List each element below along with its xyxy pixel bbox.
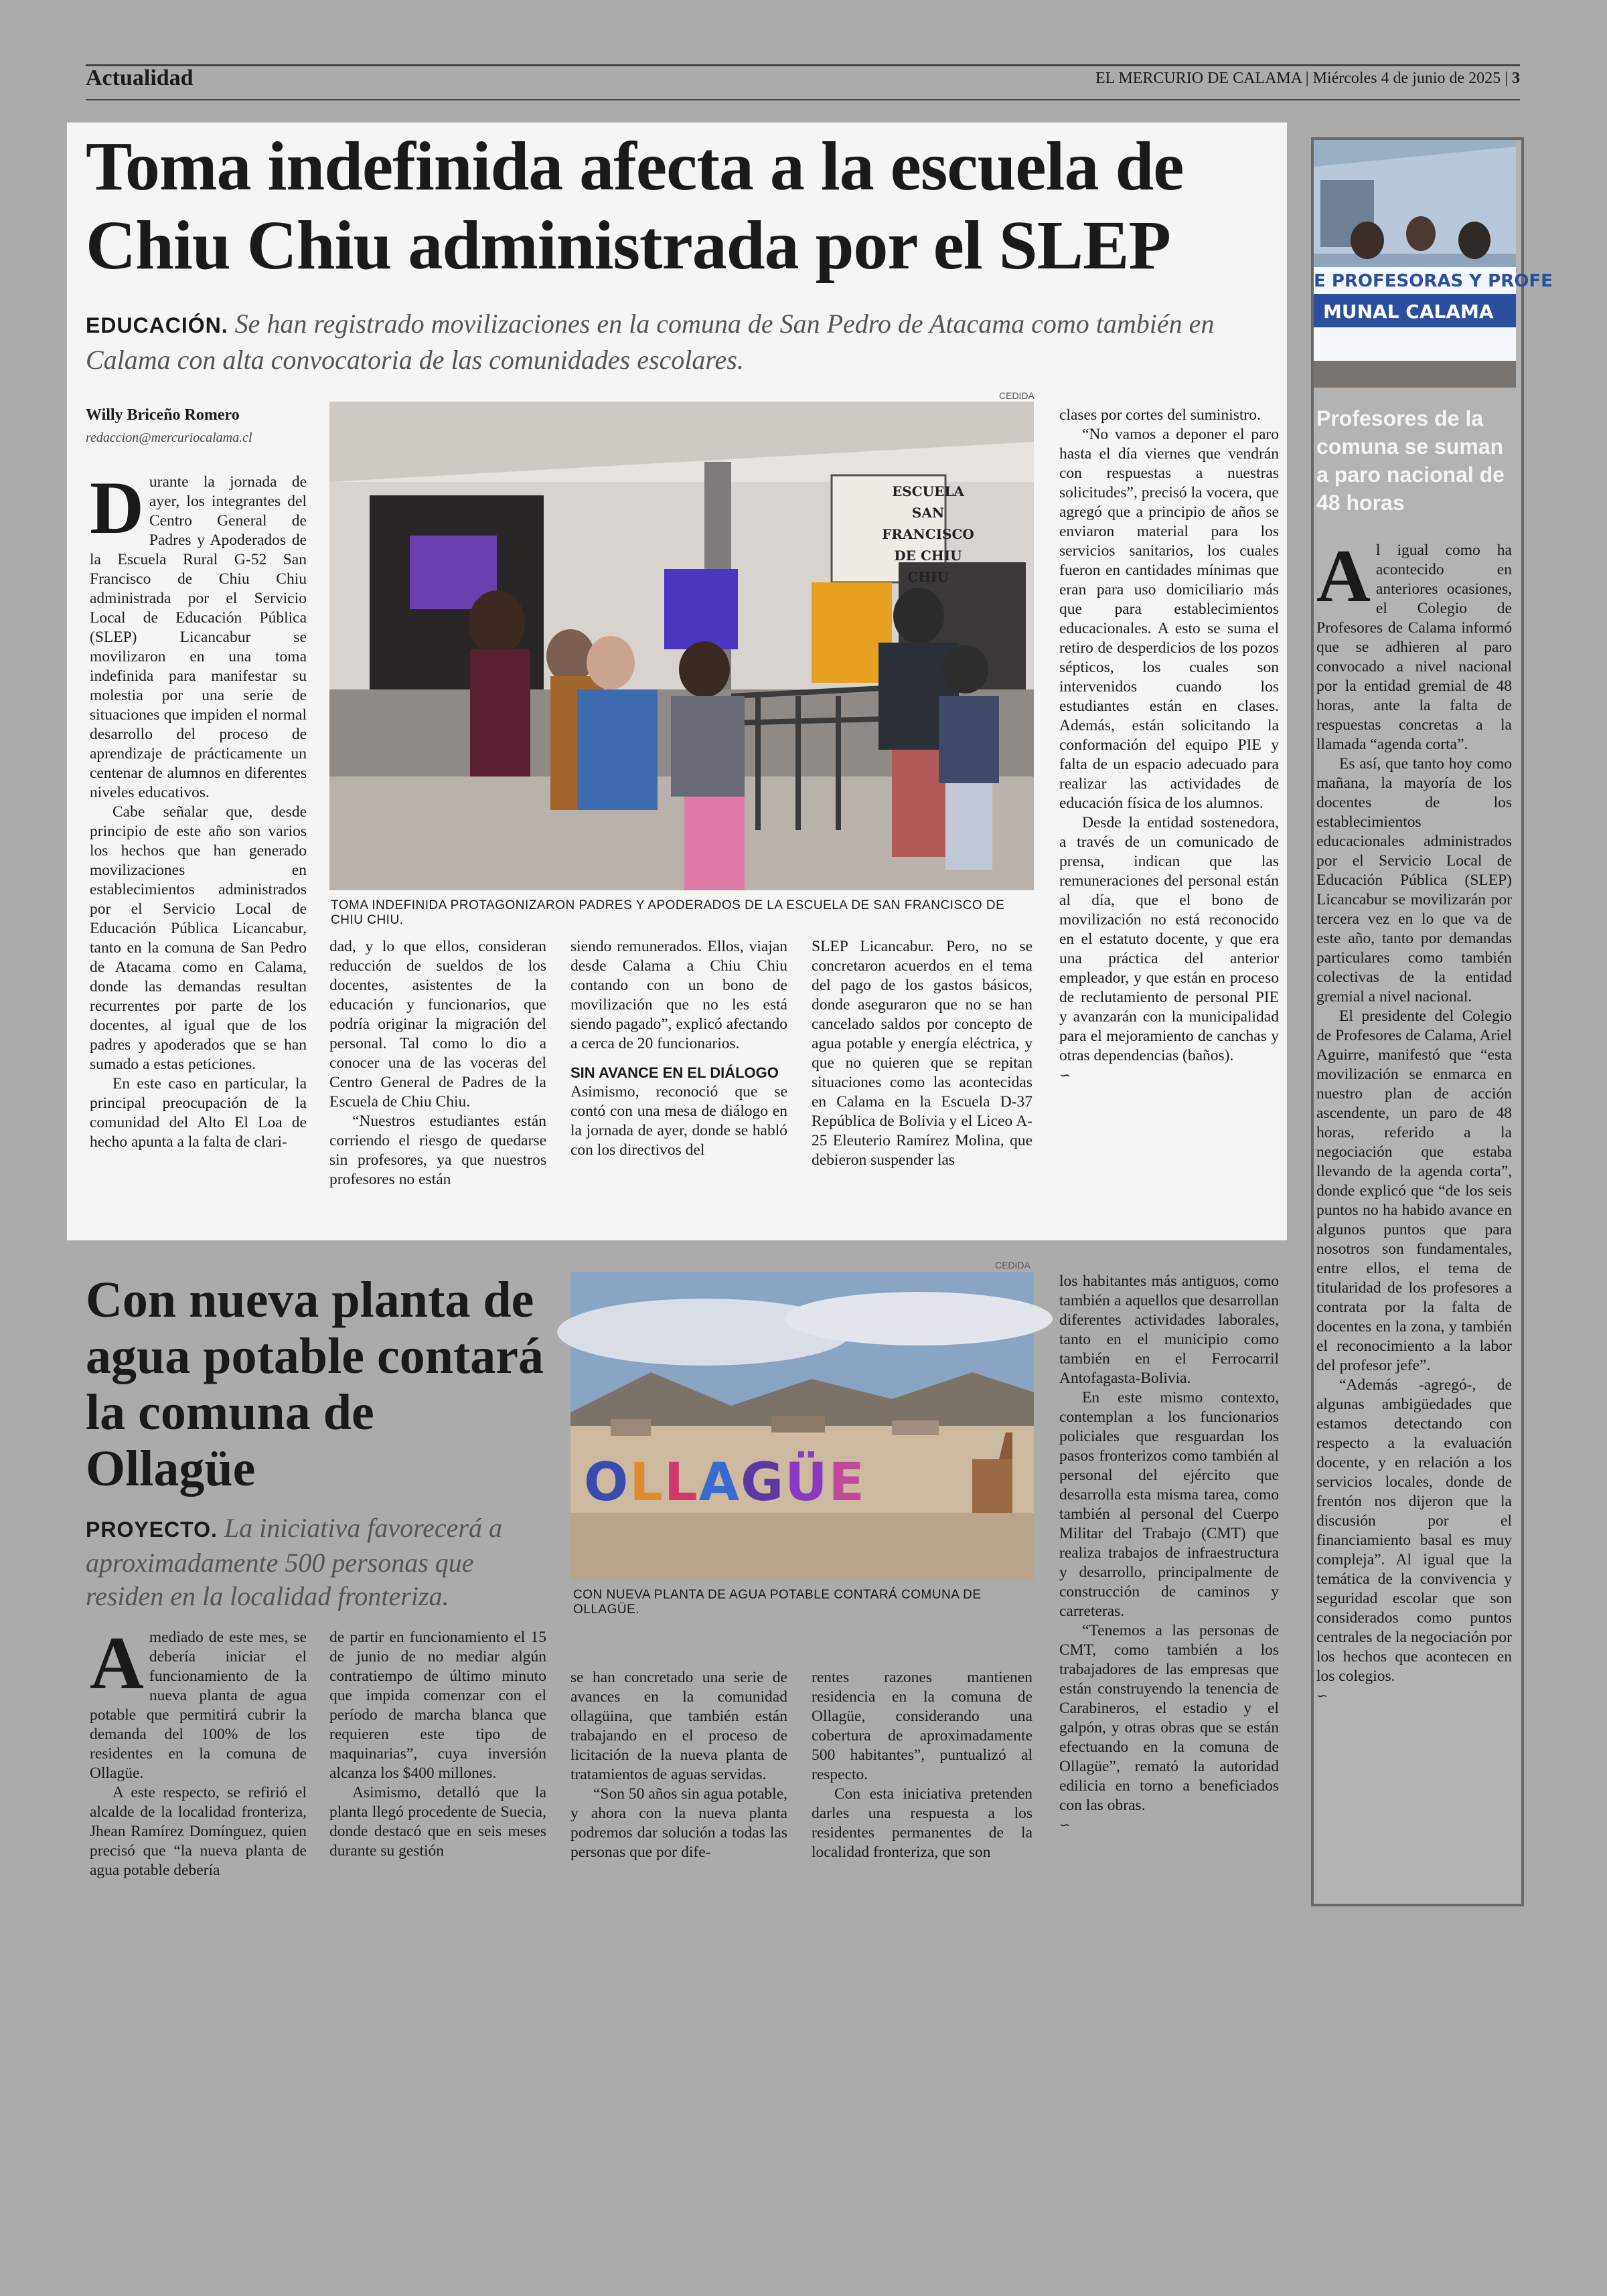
article1-paragraph: Cabe señalar que, desde principio de este año son varios los hechos que han generado movilizaciones en establecimientos administrados por el Servicio Local de Educación Pública Licancabur, tanto en la comuna de San Pedro de Atacama como en Calama, donde las demandas resultan recurrentes por parte de los docentes, al igual que de los padres y apoderados que se han sumado a estas peticiones. [90, 803, 307, 1073]
sidebar-paragraph: l igual como ha acontecido en anteriores ocasiones, el Colegio de Profesores de Calama informó que se adhieren al paro convocado a nivel nacional por la entidad gremial de 48 horas, ante la falta de respuestas concretas a la llamada “agenda corta”. [1316, 542, 1512, 753]
article2-photo-credit: CEDIDA [995, 1260, 1030, 1270]
ollague-sign [584, 1453, 866, 1513]
article2-column-1 [90, 1622, 307, 1880]
article2-paragraph: “Tenemos a las personas de CMT, como también a los trabajadores de las empresas que están construyendo la tenencia de Carabineros, el estadio y el galpón, y otras obras que se están efectuando en la comuna de Ollagüe”, remató la autoridad edilicia en torno a beneficiados con las obras. [1059, 1622, 1279, 1814]
newspaper-name: EL MERCURIO DE CALAMA [1095, 70, 1302, 87]
teachers-march-illustration [1314, 140, 1553, 388]
sidebar-paragraph: Es así, que tanto hoy como mañana, la mayoría de los docentes de los establecimientos educacionales administrados por el Servicio Local de Educación Pública (SLEP) Licancabur se movilizarán por tercera vez en lo que va de este año, tanto por demandas particulares como también colectivas de la entidad gremial a nivel nacional. [1316, 755, 1512, 1005]
sign-letter: L [629, 1453, 665, 1513]
article1-paragraph: Asimismo, reconoció que se contó con una mesa de diálogo en la jornada de ayer, donde se habló con los directivos del [570, 1083, 787, 1159]
header-top-rule [86, 64, 1520, 66]
article1-headline: Toma indefinida afecta a la escuela de Chiu Chiu administrada por el SLEP [86, 128, 1184, 284]
sidebar-dropcap: A [1316, 535, 1371, 618]
article1-lead-text: Se han registrado movilizaciones en la comuna de San Pedro de Atacama como también en Calama con alta convocatoria de las comunidades escolares. [86, 309, 1215, 375]
article1-column-5 [1059, 406, 1279, 1085]
page-number: 3 [1512, 70, 1520, 87]
sign-letter: G [741, 1453, 785, 1513]
article2-column-2 [329, 1628, 546, 1861]
article1-paragraph: Desde la entidad sostenedora, a través de un comunicado de prensa, indican que las remuneraciones del personal están al día, que el bono de movilización no está reconocido en el estatuto docente, y que era una práctica del anterior empleador, y que están en proceso de reclutamiento de personal PIE y avanzarán con la municipalidad para el mejoramiento de canchas y otras dependencias (baños). [1059, 814, 1279, 1064]
sidebar-title: Profesores de la comuna se suman a paro nacional de 48 horas [1316, 406, 1505, 515]
article2-paragraph: de partir en funcionamiento el 15 de junio de no mediar algún contratiempo de último minuto que impida comenzar con el período de marcha blanca que requieren este tipo de maquinarias”, cuya inversión alcanza los $400 millones. [329, 1629, 546, 1782]
article1-subhead: SIN AVANCE EN EL DIÁLOGO [570, 1064, 779, 1081]
sign-letter: Ü [785, 1453, 829, 1513]
end-mark-icon: ∽ [1059, 1067, 1071, 1083]
article2-paragraph: rentes razones mantienen residencia en la comuna de Ollagüe, considerando una cobertura de aproximadamente 500 habitantes”, puntualizó al respecto. [812, 1669, 1032, 1783]
article1-photo [329, 402, 1034, 890]
sidebar-paragraph: El presidente del Colegio de Profesores de Calama, Ariel Aguirre, manifestó que “esta movilización se enmarca en nuestro plan de acción ascendente, un paro de 48 horas, referido a la negociación que estaba llevando de la agenda corta”, donde explicó que “de los seis puntos no ha habido avance en algunos puntos que para nosotros son fundamentales, entre ellos, el tema de titularidad de los profesores a contrata por la falta de docentes en la zona, y también el reconocimiento a la labor del profesor jefe”. [1316, 1007, 1512, 1374]
protest-photo-illustration [329, 402, 1034, 890]
sidebar-column [1316, 535, 1512, 1706]
article2-column-4 [812, 1668, 1032, 1862]
article1-column-1 [90, 467, 307, 1152]
sign-letter: A [698, 1453, 741, 1513]
section-label: Actualidad [86, 66, 194, 90]
banner-text-top: E PROFESORAS Y PROFE [1314, 271, 1553, 291]
article1-kicker: EDUCACIÓN. [86, 313, 228, 337]
article2-kicker: PROYECTO. [86, 1518, 218, 1542]
article2-paragraph: “Son 50 años sin agua potable, y ahora con la nueva planta podremos dar solución a todas las personas que por dife- [570, 1785, 787, 1861]
article1-dropcap: D [90, 467, 144, 550]
sign-letter: L [664, 1453, 699, 1513]
article2-lead-text: La iniciativa favorecerá a aproximadamente 500 personas que residen en la localidad fronteriza. [86, 1513, 502, 1611]
article1-column-4 [812, 937, 1032, 1170]
sidebar-paragraph: “Además -agregó-, de algunas ambigüedades que estamos detectando con respecto a la evaluación docente, y en relación a los servicios locales, donde de frentón nos dijeron que la discusión por el financiamiento basal es muy compleja”. Al igual que la temática de la convivencia y seguridad escolar que son considerados como puntos centrales de la negociación por los hechos que acontecen en los colegios. [1316, 1376, 1512, 1685]
article2-photo-caption: CON NUEVA PLANTA DE AGUA POTABLE CONTARÁ COMUNA DE OLLAGÜE. [573, 1588, 982, 1617]
article1-paragraph: siendo remunerados. Ellos, viajan desde Calama a Chiu Chiu contando con un bono de movilización que no les está siendo pagado”, explicó afectando a cerca de 20 funcionarios. [570, 938, 787, 1052]
article2-column-3 [570, 1668, 787, 1862]
article2-paragraph: se han concretado una serie de avances en la comunidad ollagüina, que también están trabajando en el proceso de licitación de la nueva planta de tratamientos de aguas servidas. [570, 1669, 787, 1783]
end-mark-icon: ∽ [1316, 1688, 1328, 1704]
school-sign: ESCUELA SAN FRANCISCO DE CHIU CHIU [882, 483, 974, 585]
sign-letter: E [828, 1453, 866, 1513]
article2-photo [570, 1272, 1034, 1580]
article1-photo-credit: CEDIDA [999, 390, 1035, 401]
article2-paragraph: Asimismo, detalló que la planta llegó procedente de Suecia, donde destacó que en seis meses durante su gestión [329, 1784, 546, 1860]
article2-dropcap: A [90, 1622, 144, 1705]
end-mark-icon: ∽ [1059, 1817, 1071, 1833]
article1-paragraph: urante la jornada de ayer, los integrantes del Centro General de Padres y Apoderados de la Escuela Rural G-52 San Francisco de Chiu Chiu administrada por el Servicio Local de Educación Pública (SLEP) Licancabur se movilizaron en una toma indefinida para manifestar su molestia por una serie de situaciones que impiden el normal desarrollo del proceso de aprendizaje de prácticamente un centenar de alumnos en diferentes niveles educativos. [90, 473, 307, 801]
sidebar-photo [1314, 140, 1553, 388]
article1-paragraph: dad, y lo que ellos, consideran reducción de sueldos de los docentes, asistentes de la educación y funcionarios, que podría originar la migración del personal. Tal como lo dio a conocer una de las voceras del Centro General de Padres de la Escuela de Chiu Chiu. [329, 938, 546, 1111]
article1-author: Willy Briceño Romero [86, 406, 240, 424]
article1-photo-caption: TOMA INDEFINIDA PROTAGONIZARON PADRES Y APODERADOS DE LA ESCUELA DE SAN FRANCISCO DE CHIU CHIU. [331, 898, 1005, 927]
article2-paragraph: los habitantes más antiguos, como también a aquellos que desarrollan diferentes actividades laborales, tanto en el municipio como también en el Ferrocarril Antofagasta-Bolivia. [1059, 1273, 1279, 1387]
masthead: EL MERCURIO DE CALAMA | Miércoles 4 de junio de 2025 | 3 [1095, 70, 1520, 87]
article2-paragraph: A este respecto, se refirió el alcalde de la localidad fronteriza, Jhean Ramírez Domínguez, quien precisó que “la nueva planta de agua potable debería [90, 1784, 307, 1879]
article1-paragraph: “Nuestros estudiantes están corriendo el riesgo de quedarse sin profesores, ya que nuestros profesores no están [329, 1113, 546, 1188]
article2-paragraph: mediado de este mes, se debería iniciar el funcionamiento de la nueva planta de agua potable que permitirá cubrir la demanda del 100% de los residentes en la comuna de Ollagüe. [90, 1629, 307, 1782]
article1-paragraph: “No vamos a deponer el paro hasta el día viernes que vendrán con respuestas a nuestras solicitudes”, precisó la vocera, que agregó que a principio de años se enviaron material para los servicios sanitarios, los cuales fueron en cantidades mínimas que eran para uso domiciliario más que para establecimientos educacionales. A esto se suma el retiro de desperdicios de los pozos sépticos, los cuales son intervenidos cuando los estudiantes están en clases. Además, están solicitando la conformación del equipo PIE y falta de un espacio adecuado para realizar las actividades de educación física de los alumnos. [1059, 426, 1279, 812]
issue-date: Miércoles 4 de junio de 2025 [1312, 70, 1501, 87]
article2-column-5 [1059, 1272, 1279, 1835]
article1-paragraph: En este caso en particular, la principal preocupación de la comunidad del Alto El Loa de hecho apunta a la falta de clari- [90, 1075, 307, 1151]
article2-paragraph: Con esta iniciativa pretenden darles una respuesta a los residentes permanentes de la localidad fronteriza, que son [812, 1785, 1032, 1861]
article1-column-3 [570, 937, 787, 1160]
ollague-photo-illustration [570, 1272, 1034, 1580]
article1-paragraph: clases por cortes del suministro. [1059, 406, 1261, 424]
sign-letter: O [584, 1453, 630, 1513]
header-bottom-rule [86, 99, 1520, 100]
banner-text-bottom: MUNAL CALAMA [1323, 301, 1494, 323]
article2-headline: Con nueva planta de agua potable contará la comuna de Ollagüe [86, 1272, 544, 1497]
article2-paragraph: En este mismo contexto, contemplan a los funcionarios policiales que resguardan los pasos fronterizos como también al personal del ejército que desarrolla esta misma tarea, como también al personal del Cuerpo Militar del Trabajo (CMT) que realiza trabajos de infraestructura y desarrollo, principalmente de construcción de caminos y carreteras. [1059, 1389, 1279, 1620]
article1-lead [86, 307, 1264, 378]
article1-email: redaccion@mercuriocalama.cl [86, 430, 252, 445]
article1-column-2 [329, 937, 546, 1190]
article2-lead [86, 1511, 541, 1613]
article1-paragraph: SLEP Licancabur. Pero, no se concretaron acuerdos en el tema del pago de los gastos básicos, donde aseguraron que no se han cancelado saldos por concepto de agua potable y energía eléctrica, y que no quieren que se repitan situaciones como las acontecidas en Calama en la Escuela D-37 República de Bolivia y el Liceo A-25 Eleuterio Ramírez Molina, que debieron suspender las [812, 938, 1032, 1169]
